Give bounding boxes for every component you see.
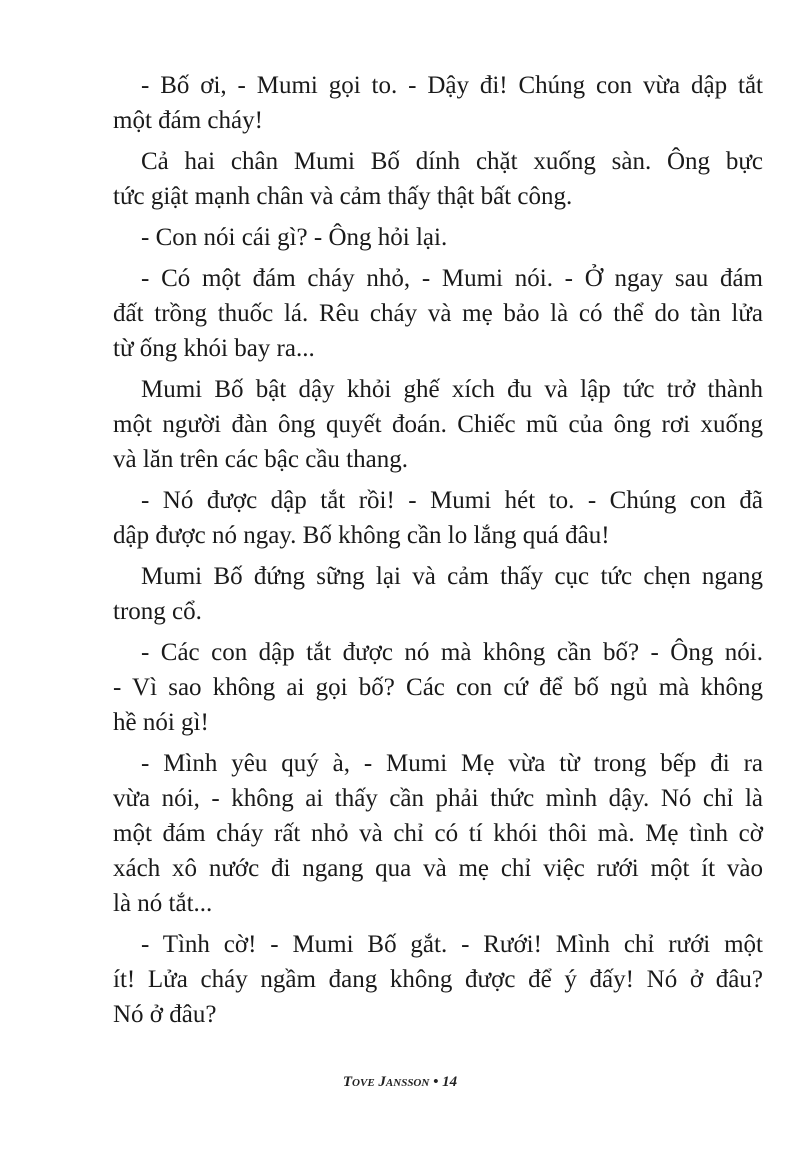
text-line: - Mình yêu quý à, - Mumi Mẹ vừa từ trong bếp đi ra bbox=[141, 750, 763, 777]
text-line: đất trồng thuốc lá. Rêu cháy và mẹ bảo là có thể do tàn lửa bbox=[113, 300, 763, 327]
page-body bbox=[113, 68, 763, 1038]
paragraph bbox=[113, 559, 763, 629]
paragraph bbox=[113, 372, 763, 477]
text-line: ít! Lửa cháy ngầm đang không được để ý đấy! Nó ở đâu? bbox=[113, 966, 763, 993]
paragraph bbox=[113, 483, 763, 553]
text-line: Mumi Bố đứng sững lại và cảm thấy cục tức chẹn ngang bbox=[141, 563, 763, 590]
text-line: dập được nó ngay. Bố không cần lo lắng quá đâu! bbox=[113, 522, 610, 549]
page-number: 14 bbox=[442, 1074, 458, 1090]
text-line: - Nó được dập tắt rồi! - Mumi hét to. - Chúng con đã bbox=[141, 487, 763, 514]
text-line: xách xô nước đi ngang qua và mẹ chỉ việc rưới một ít vào bbox=[113, 855, 763, 882]
running-footer bbox=[0, 1074, 800, 1091]
text-line: một đám cháy! bbox=[113, 107, 263, 134]
paragraph bbox=[113, 261, 763, 366]
text-line: một đám cháy rất nhỏ và chỉ có tí khói thôi mà. Mẹ tình cờ bbox=[113, 820, 763, 847]
text-line: Cả hai chân Mumi Bố dính chặt xuống sàn. Ông bực bbox=[141, 148, 763, 175]
paragraph bbox=[113, 220, 763, 255]
paragraph bbox=[113, 68, 763, 138]
text-line: - Con nói cái gì? - Ông hỏi lại. bbox=[141, 224, 448, 251]
text-line: một người đàn ông quyết đoán. Chiếc mũ của ông rơi xuống bbox=[113, 411, 763, 438]
text-line: - Có một đám cháy nhỏ, - Mumi nói. - Ở ngay sau đám bbox=[141, 265, 763, 292]
footer-separator: • bbox=[433, 1074, 439, 1090]
text-line: là nó tắt... bbox=[113, 890, 213, 917]
paragraph bbox=[113, 927, 763, 1032]
paragraph bbox=[113, 144, 763, 214]
text-line: - Tình cờ! - Mumi Bố gắt. - Rưới! Mình chỉ rưới một bbox=[141, 931, 763, 958]
text-line: Mumi Bố bật dậy khỏi ghế xích đu và lập tức trở thành bbox=[141, 376, 763, 403]
text-line: trong cổ. bbox=[113, 598, 202, 625]
text-line: - Bố ơi, - Mumi gọi to. - Dậy đi! Chúng con vừa dập tắt bbox=[141, 72, 763, 99]
text-line: - Các con dập tắt được nó mà không cần bố? - Ông nói. bbox=[141, 639, 763, 666]
text-line: và lăn trên các bậc cầu thang. bbox=[113, 446, 408, 473]
text-line: - Vì sao không ai gọi bố? Các con cứ để bố ngủ mà không bbox=[113, 674, 763, 701]
text-line: hề nói gì! bbox=[113, 709, 209, 736]
text-line: Nó ở đâu? bbox=[113, 1001, 217, 1028]
text-line: từ ống khói bay ra... bbox=[113, 335, 315, 362]
paragraph bbox=[113, 746, 763, 921]
paragraph bbox=[113, 635, 763, 740]
text-line: vừa nói, - không ai thấy cần phải thức mình dậy. Nó chỉ là bbox=[113, 785, 763, 812]
text-line: tức giật mạnh chân và cảm thấy thật bất công. bbox=[113, 183, 573, 210]
footer-author: Tove Jansson bbox=[342, 1074, 430, 1090]
